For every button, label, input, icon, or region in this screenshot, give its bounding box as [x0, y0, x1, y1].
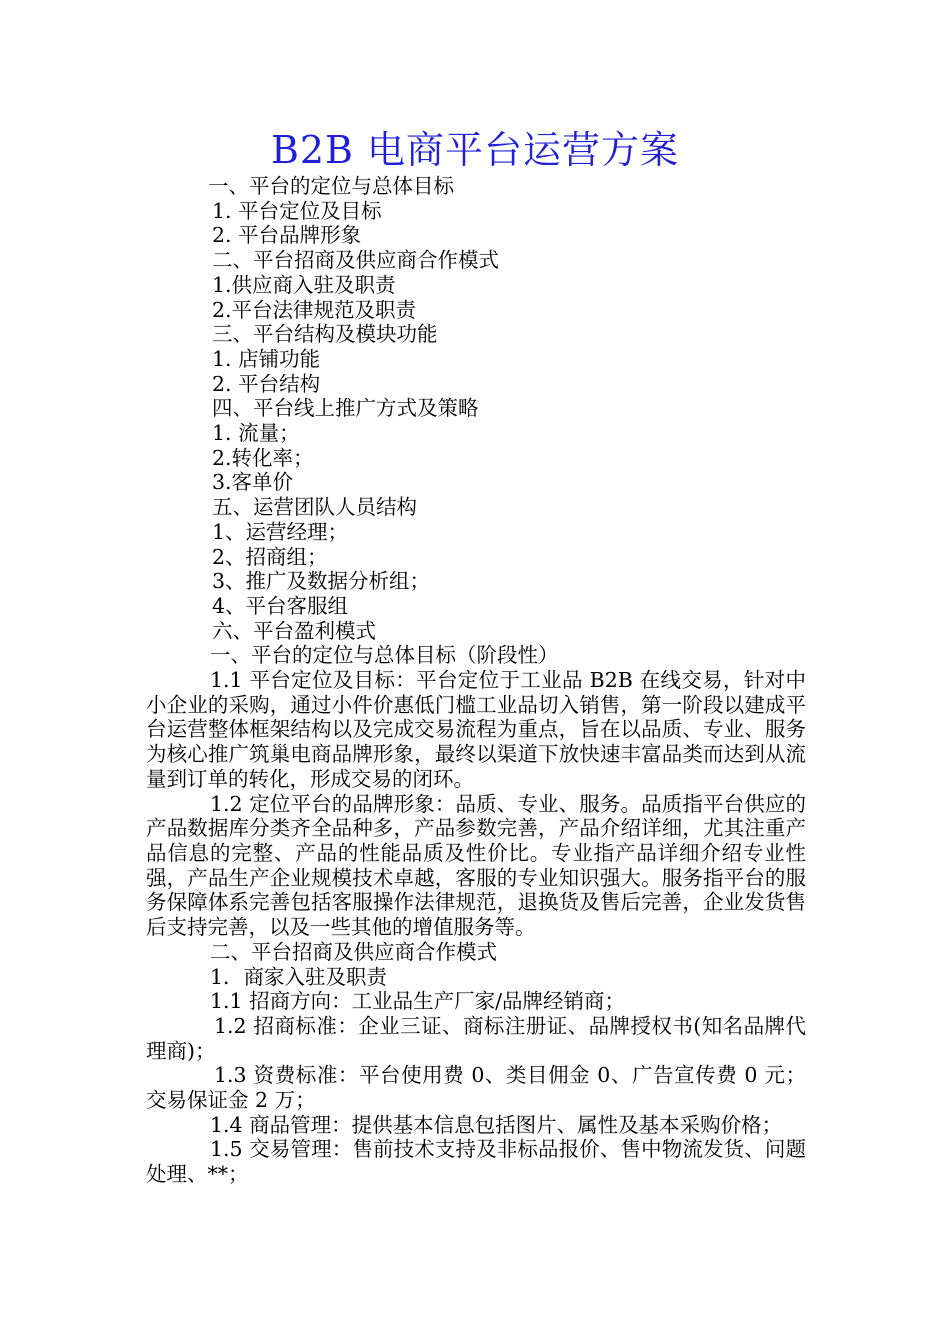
paragraph: 1.4 商品管理：提供基本信息包括图片、属性及基本采购价格；: [210, 1112, 783, 1137]
subsection-heading: 1．商家入驻及职责: [210, 964, 388, 989]
toc-item: 三、平台结构及模块功能: [212, 322, 438, 347]
paragraph: 1.2 招商标准：企业三证、商标注册证、品牌授权书(知名品牌代理商)；: [146, 1013, 806, 1063]
toc-item: 2. 平台结构: [212, 371, 321, 396]
toc-item: 1. 流量；: [212, 421, 300, 446]
toc-item: 4、平台客服组: [212, 593, 349, 618]
toc-item: 1. 店铺功能: [212, 346, 321, 371]
toc-item: 1、运营经理；: [212, 519, 349, 544]
toc-item: 二、平台招商及供应商合作模式: [212, 248, 499, 273]
toc-item: 2. 平台品牌形象: [212, 223, 362, 248]
toc-item: 四、平台线上推广方式及策略: [212, 396, 479, 421]
document-body: [146, 174, 806, 1187]
table-of-contents: [146, 174, 806, 643]
toc-item: 2.平台法律规范及职责: [212, 297, 417, 322]
toc-item: 2.转化率；: [212, 445, 314, 470]
page-title: B2B 电商平台运营方案: [270, 128, 680, 172]
toc-item: 1.供应商入驻及职责: [212, 272, 396, 297]
toc-item: 3、推广及数据分析组；: [212, 569, 431, 594]
section-heading: 二、平台招商及供应商合作模式: [210, 939, 497, 964]
toc-item: 3.客单价: [212, 470, 294, 495]
toc-item: 一、平台的定位与总体目标: [208, 174, 454, 198]
paragraph: 1.1 平台定位及目标：平台定位于工业品 B2B 在线交易，针对中小企业的采购，通过小件价惠低门槛工业品切入销售，第一阶段以建成平台运营整体框架结构以及完成交易流程为重点，旨在以品质、专业、服务为核心推广筑巢电商品牌形象，最终以渠道下放快速丰富品类而达到从流量到订单的转化，形成交易的闭环。: [146, 668, 806, 791]
toc-item: 2、招商组；: [212, 544, 328, 569]
toc-item: 五、运营团队人员结构: [212, 495, 417, 520]
section-heading: 一、平台的定位与总体目标（阶段性）: [210, 643, 559, 668]
paragraph: 1.2 定位平台的品牌形象：品质、专业、服务。品质指平台供应的产品数据库分类齐全品种多，产品参数完善，产品介绍详细，尤其注重产品信息的完整、产品的性能品质及性价比。专业指产品详细介绍专业性强，产品生产企业规模技术卓越，客服的专业知识强大。服务指平台的服务保障体系完善包括客服操作法律规范，退换货及售后完善，企业发货售后支持完善，以及一些其他的增值服务等。: [146, 791, 806, 940]
toc-item: 1. 平台定位及目标: [212, 198, 382, 223]
paragraph: 1.1 招商方向：工业品生产厂家/品牌经销商；: [210, 989, 626, 1014]
toc-item: 六、平台盈利模式: [212, 618, 376, 643]
paragraph: 1.3 资费标准：平台使用费 0、类目佣金 0、广告宣传费 0 元；交易保证金 2 万；: [146, 1063, 806, 1113]
paragraph: 1.5 交易管理：售前技术支持及非标品报价、售中物流发货、问题处理、**；: [146, 1137, 806, 1187]
